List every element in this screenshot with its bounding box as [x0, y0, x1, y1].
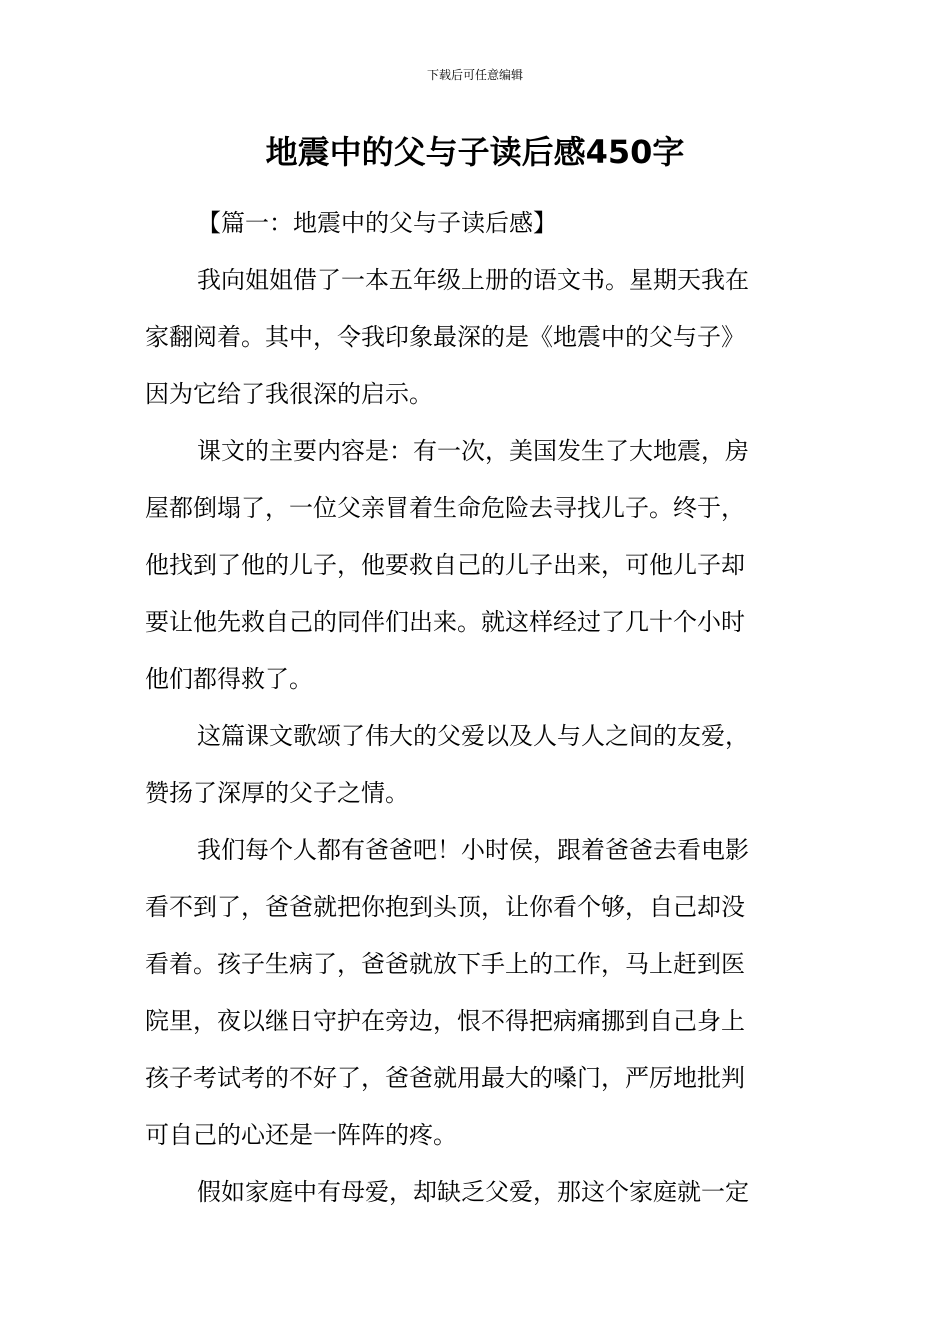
paragraph-4: [145, 822, 807, 1164]
header-note: 下载后可任意编辑: [426, 68, 523, 82]
paragraph-line: 他找到了他的儿子，他要救自己的儿子出来，可他儿子却: [145, 551, 745, 579]
paragraph-line: 因为它给了我很深的启示。: [145, 380, 433, 408]
paragraph-line: 我向姐姐借了一本五年级上册的语文书。星期天我在: [197, 266, 749, 294]
paragraph-5: [145, 1164, 807, 1221]
paragraph-line: 屋都倒塌了，一位父亲冒着生命危险去寻找儿子。终于，: [145, 494, 745, 522]
paragraph-line: 他们都得救了。: [145, 665, 313, 693]
paragraph-line: 看不到了，爸爸就把你抱到头顶，让你看个够，自己却没: [145, 893, 745, 921]
section-heading: 【篇一：地震中的父与子读后感】: [197, 209, 557, 237]
paragraph-line: 我们每个人都有爸爸吧！小时侯，跟着爸爸去看电影: [197, 836, 749, 864]
paragraph-line: 要让他先救自己的同伴们出来。就这样经过了几十个小时: [145, 608, 745, 636]
document-body: [145, 195, 807, 1221]
paragraph-line: 家翻阅着。其中，令我印象最深的是《地震中的父与子》: [145, 323, 745, 351]
paragraph-line: 可自己的心还是一阵阵的疼。: [145, 1121, 457, 1149]
paragraph-line: 院里，夜以继日守护在旁边，恨不得把病痛挪到自己身上: [145, 1007, 745, 1035]
document-title: 地震中的父与子读后感450字: [265, 133, 685, 171]
paragraph-1: [145, 252, 807, 423]
paragraph-line: 这篇课文歌颂了伟大的父爱以及人与人之间的友爱，: [197, 722, 749, 750]
paragraph-line: 假如家庭中有母爱，却缺乏父爱，那这个家庭就一定: [197, 1178, 749, 1206]
paragraph-2: [145, 423, 807, 708]
paragraph-line: 赞扬了深厚的父子之情。: [145, 779, 409, 807]
paragraph-line: 孩子考试考的不好了，爸爸就用最大的嗓门，严厉地批判: [145, 1064, 745, 1092]
paragraph-line: 课文的主要内容是：有一次，美国发生了大地震，房: [197, 437, 749, 465]
paragraph-line: 看着。孩子生病了，爸爸就放下手上的工作，马上赶到医: [145, 950, 745, 978]
paragraph-3: [145, 708, 807, 822]
